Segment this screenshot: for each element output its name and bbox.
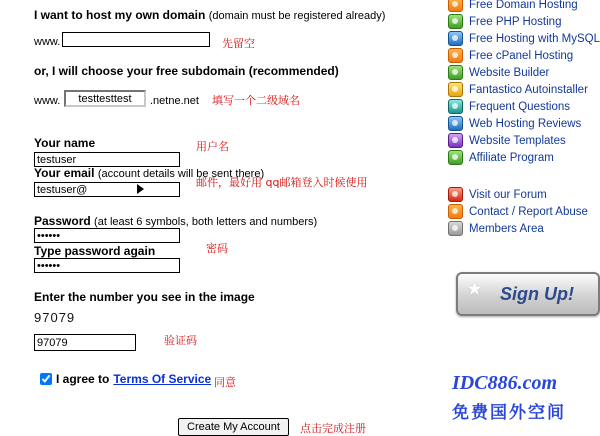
sidebar-item-label: Fantastico Autoinstaller (469, 83, 588, 96)
sidebar-links-secondary (448, 186, 588, 237)
subdomain-annotation: 填写一个二级域名 (212, 94, 300, 107)
captcha-input[interactable] (34, 334, 136, 351)
terms-row[interactable] (40, 372, 211, 386)
terms-of-service-link[interactable]: Terms Of Service (113, 372, 212, 386)
blue-box-icon (448, 116, 463, 131)
sidebar-item-label: Website Builder (469, 66, 550, 79)
sidebar-item-affiliate-program[interactable] (448, 149, 600, 166)
sidebar-item-label: Free Domain Hosting (469, 0, 578, 11)
sidebar-item-web-hosting-reviews[interactable] (448, 115, 600, 132)
sidebar-item-visit-forum[interactable] (448, 186, 588, 203)
orange-box-icon (448, 204, 463, 219)
sidebar-item-label: Visit our Forum (469, 188, 547, 201)
purple-box-icon (448, 133, 463, 148)
name-annotation: 用户名 (196, 140, 229, 153)
sidebar-links-primary (448, 0, 600, 166)
sidebar-item-free-php-hosting[interactable] (448, 13, 600, 30)
sidebar-item-free-domain-hosting[interactable] (448, 0, 600, 13)
name-label: Your name (34, 136, 96, 150)
sidebar-item-label: Contact / Report Abuse (469, 205, 588, 218)
password-again-input[interactable] (34, 258, 180, 273)
own-domain-prefix: www. (34, 36, 61, 48)
sidebar-item-label: Web Hosting Reviews (469, 117, 582, 130)
sidebar-item-label: Free Hosting with MySQL (469, 32, 600, 45)
password-annotation: 密码 (206, 242, 228, 255)
sidebar-item-label: Website Templates (469, 134, 566, 147)
password-label (34, 214, 317, 228)
sign-up-button[interactable] (456, 272, 600, 316)
sidebar-item-members-area[interactable] (448, 220, 588, 237)
own-domain-label-bold: I want to host my own domain (34, 8, 206, 22)
sign-up-button-label: Sign Up! (500, 283, 574, 304)
sidebar (448, 0, 600, 436)
sidebar-item-label: Members Area (469, 222, 544, 235)
green-box-icon (448, 150, 463, 165)
gray-box-icon (448, 221, 463, 236)
watermark-brand: IDC886.com (452, 372, 557, 394)
sidebar-item-label: Free cPanel Hosting (469, 49, 574, 62)
star-icon: ★ (466, 279, 484, 300)
sidebar-item-website-templates[interactable] (448, 132, 600, 149)
sidebar-item-website-builder[interactable] (448, 64, 600, 81)
password-again-label: Type password again (34, 244, 156, 258)
password-label-note: (at least 6 symbols, both letters and numbers) (94, 216, 318, 228)
text-cursor-icon (137, 184, 144, 194)
email-label-bold: Your email (34, 166, 95, 180)
sidebar-item-label: Frequent Questions (469, 100, 571, 113)
terms-annotation: 同意 (214, 376, 236, 389)
subdomain-prefix: www. (34, 95, 61, 107)
subdomain-label: or, I will choose your free subdomain (recommended) (34, 64, 339, 78)
own-domain-label (34, 8, 385, 22)
subdomain-suffix: .netne.net (150, 95, 199, 107)
yellow-box-icon (448, 82, 463, 97)
email-annotation: 邮件，最好用 qq邮箱登入时候使用 (196, 176, 368, 189)
orange-box-icon (448, 0, 463, 12)
sidebar-item-label: Free PHP Hosting (469, 15, 562, 28)
sidebar-item-label: Affiliate Program (469, 151, 554, 164)
email-input[interactable] (34, 182, 180, 197)
own-domain-input[interactable] (62, 32, 210, 47)
subdomain-input[interactable] (64, 90, 146, 107)
password-label-bold: Password (34, 214, 91, 228)
email-label-note: (account details will be sent there) (97, 168, 265, 180)
sidebar-item-fantastico-autoinstaller[interactable] (448, 81, 600, 98)
create-account-button[interactable]: Create My Account (178, 418, 289, 436)
captcha-label: Enter the number you see in the image (34, 290, 255, 304)
red-box-icon (448, 187, 463, 202)
sidebar-item-contact-report-abuse[interactable] (448, 203, 588, 220)
own-domain-label-note: (domain must be registered already) (208, 10, 386, 22)
terms-checkbox[interactable] (40, 373, 52, 385)
blue-box-icon (448, 31, 463, 46)
sidebar-item-free-cpanel-hosting[interactable] (448, 47, 600, 64)
captcha-image: 97079 (34, 310, 76, 325)
password-input[interactable] (34, 228, 180, 243)
teal-box-icon (448, 99, 463, 114)
own-domain-annotation: 先留空 (222, 37, 255, 50)
orange-box-icon (448, 48, 463, 63)
watermark-brand-cn: 免费国外空间 (452, 403, 566, 423)
captcha-annotation: 验证码 (164, 334, 197, 347)
terms-label: I agree to (56, 372, 110, 386)
create-account-annotation: 点击完成注册 (300, 422, 366, 435)
sidebar-item-frequent-questions[interactable] (448, 98, 600, 115)
sidebar-item-free-hosting-mysql[interactable] (448, 30, 600, 47)
green-box-icon (448, 14, 463, 29)
green-box-icon (448, 65, 463, 80)
name-input[interactable] (34, 152, 180, 167)
